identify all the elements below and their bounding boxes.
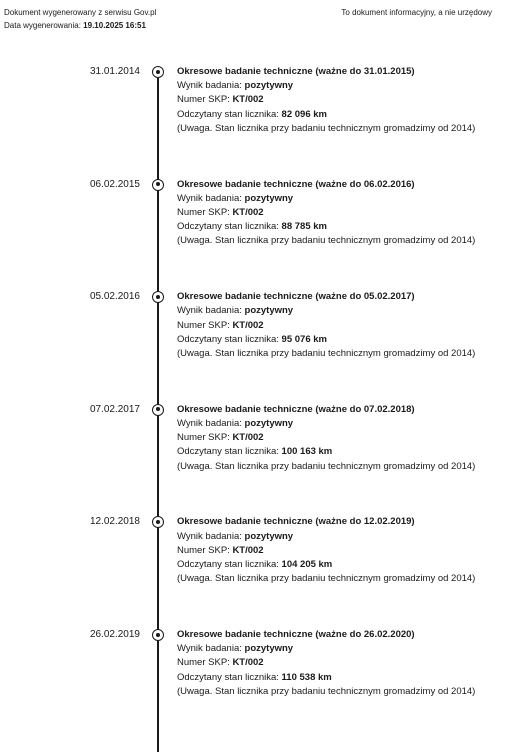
odometer-value: 82 096 km (281, 108, 327, 120)
result-label: Wynik badania: (177, 643, 242, 655)
marker-dot (156, 70, 160, 74)
odometer-note: (Uwaga. Stan licznika przy badaniu technicznym gromadzimy od 2014) (177, 348, 476, 359)
result-row (177, 417, 477, 431)
entry-content (177, 65, 477, 136)
timeline-marker-icon (152, 66, 164, 78)
document-header (4, 6, 492, 36)
skp-label: Numer SKP: (177, 94, 230, 106)
generation-date-value: 19.10.2025 16:51 (83, 21, 146, 30)
odometer-note: (Uwaga. Stan licznika przy badaniu technicznym gromadzimy od 2014) (177, 460, 476, 472)
skp-label: Numer SKP: (177, 207, 230, 218)
skp-value: KT/002 (232, 94, 264, 106)
marker-dot (156, 633, 160, 637)
result-row (177, 192, 477, 206)
entry-title: Okresowe badanie techniczne (ważne do 07.02.2018) (177, 403, 415, 415)
entry-title: Okresowe badanie techniczne (ważne do 05.02.2017) (177, 291, 415, 303)
skp-label: Numer SKP: (177, 319, 230, 331)
timeline-entry (0, 290, 516, 390)
skp-value: KT/002 (232, 544, 264, 556)
odometer-note: (Uwaga. Stan licznika przy badaniu technicznym gromadzimy od 2014) (177, 122, 476, 134)
entry-title: Okresowe badanie techniczne (ważne do 06.02.2016) (177, 178, 415, 190)
odometer-value: 100 163 km (281, 446, 333, 458)
entry-title: Okresowe badanie techniczne (ważne do 31.01.2015) (177, 66, 415, 77)
timeline-entry (0, 65, 516, 165)
odometer-value: 104 205 km (281, 559, 333, 570)
odometer-row (177, 445, 477, 459)
entry-content (177, 515, 477, 586)
skp-row (177, 544, 477, 558)
generation-info (4, 6, 156, 32)
timeline-entry (0, 178, 516, 278)
result-label: Wynik badania: (177, 305, 242, 317)
entry-date: 26.02.2019 (89, 629, 140, 640)
timeline-marker-icon (152, 404, 164, 416)
entry-date: 12.02.2018 (89, 516, 140, 528)
odometer-label: Odczytany stan licznika: (177, 559, 279, 570)
skp-label: Numer SKP: (177, 657, 230, 669)
odometer-value: 110 538 km (281, 671, 332, 683)
result-row (177, 642, 477, 656)
odometer-row (177, 671, 477, 685)
entry-content (177, 178, 477, 249)
result-row (177, 79, 477, 93)
result-label: Wynik badania: (177, 418, 242, 429)
odometer-label: Odczytany stan licznika: (177, 671, 279, 683)
timeline-entry (0, 403, 516, 503)
timeline-marker-icon (152, 516, 164, 528)
entry-date: 06.02.2015 (89, 178, 140, 190)
odometer-label: Odczytany stan licznika: (177, 446, 279, 458)
odometer-row (177, 220, 477, 234)
entry-date: 05.02.2016 (89, 291, 140, 303)
odometer-label: Odczytany stan licznika: (177, 108, 279, 120)
result-row (177, 530, 477, 544)
odometer-value: 88 785 km (281, 221, 327, 233)
entry-content (177, 628, 477, 699)
result-value: pozytywny (244, 530, 294, 542)
entry-content (177, 403, 477, 474)
result-label: Wynik badania: (177, 80, 242, 92)
odometer-note: (Uwaga. Stan licznika przy badaniu technicznym gromadzimy od 2014) (177, 235, 476, 247)
result-label: Wynik badania: (177, 530, 242, 542)
skp-label: Numer SKP: (177, 544, 230, 556)
result-value: pozytywny (244, 643, 294, 655)
generation-date-label: Data wygenerowania: (4, 21, 81, 30)
timeline-entry (0, 628, 516, 728)
skp-row (177, 93, 477, 107)
skp-value: KT/002 (232, 657, 264, 669)
skp-value: KT/002 (232, 319, 264, 331)
result-row (177, 304, 477, 318)
generation-date (4, 19, 156, 32)
disclaimer-text: To dokument informacyjny, a nie urzędowy (341, 8, 492, 17)
entry-title: Okresowe badanie techniczne (ważne do 26.02.2020) (177, 629, 415, 640)
odometer-label: Odczytany stan licznika: (177, 221, 279, 233)
result-value: pozytywny (244, 80, 294, 92)
skp-value: KT/002 (232, 207, 264, 218)
result-label: Wynik badania: (177, 192, 242, 204)
marker-dot (156, 520, 160, 524)
result-value: pozytywny (244, 418, 294, 429)
odometer-row (177, 108, 477, 122)
skp-row (177, 431, 477, 445)
timeline-marker-icon (152, 179, 164, 191)
marker-dot (156, 295, 160, 299)
timeline-marker-icon (152, 291, 164, 303)
skp-row (177, 656, 477, 670)
odometer-row (177, 333, 477, 347)
marker-dot (156, 407, 160, 411)
result-value: pozytywny (244, 305, 294, 317)
odometer-note: (Uwaga. Stan licznika przy badaniu technicznym gromadzimy od 2014) (177, 573, 476, 585)
result-value: pozytywny (244, 192, 294, 204)
odometer-label: Odczytany stan licznika: (177, 333, 279, 345)
odometer-note: (Uwaga. Stan licznika przy badaniu technicznym gromadzimy od 2014) (177, 685, 476, 697)
entry-title: Okresowe badanie techniczne (ważne do 12.02.2019) (177, 516, 415, 528)
marker-dot (156, 182, 160, 186)
source-text: Dokument wygenerowany z serwisu Gov.pl (4, 8, 157, 17)
odometer-row (177, 558, 477, 572)
entry-date: 07.02.2017 (89, 403, 140, 415)
entry-content (177, 290, 477, 361)
skp-row (177, 206, 477, 220)
timeline-entry (0, 515, 516, 615)
skp-row (177, 319, 477, 333)
entry-date: 31.01.2014 (89, 66, 140, 77)
odometer-value: 95 076 km (281, 333, 327, 345)
skp-value: KT/002 (232, 432, 264, 444)
skp-label: Numer SKP: (177, 432, 230, 444)
timeline-marker-icon (152, 629, 164, 641)
